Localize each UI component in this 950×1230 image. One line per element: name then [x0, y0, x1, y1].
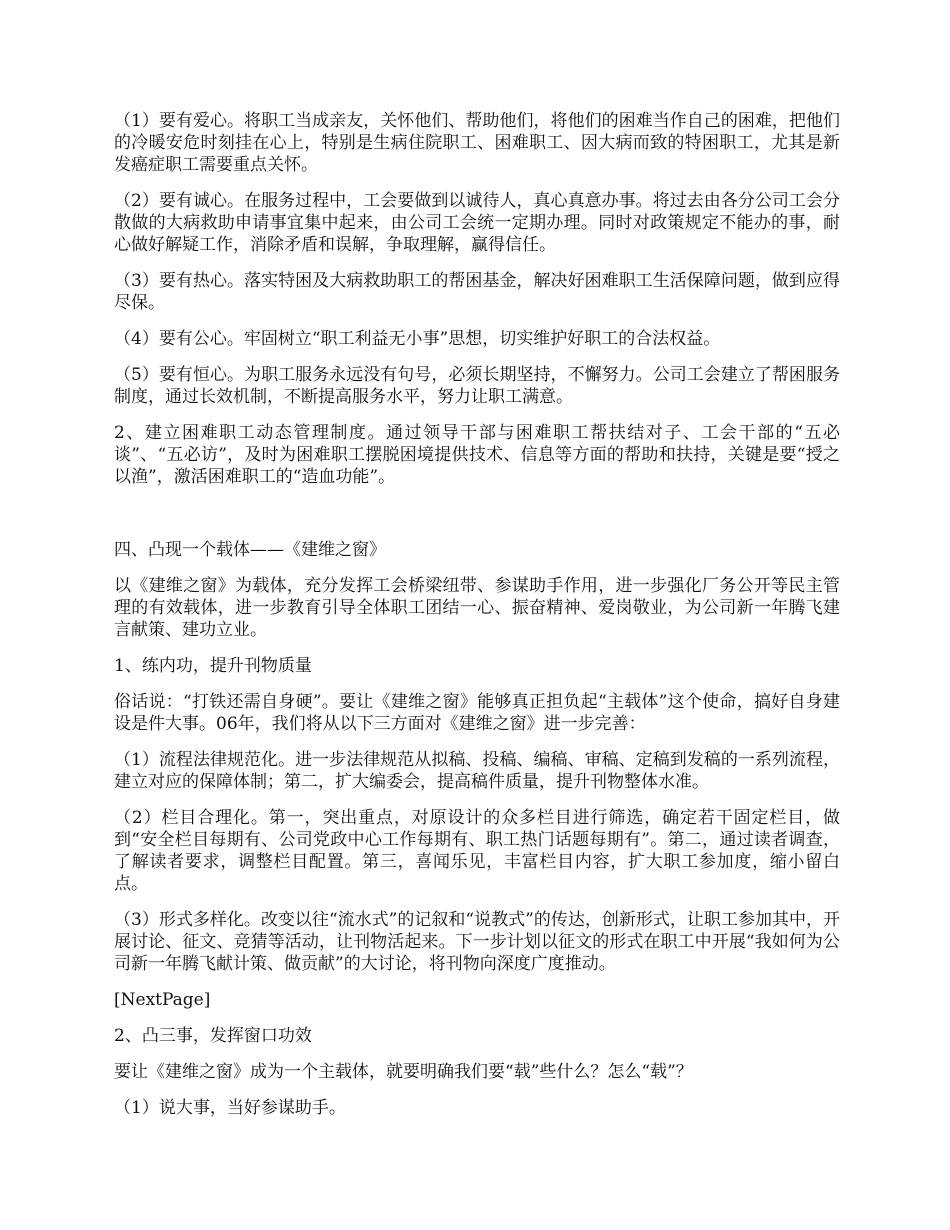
paragraph-sincerity: （2）要有诚心。在服务过程中，工会要做到以诚待人，真心真意办事。将过去由各分公司工会分散做的大病救助申请事宜集中起来，由公司工会统一定期办理。同时对政策规定不能办的事，耐心做好解疑工作，消除矛盾和误解，争取理解，赢得信任。 — [114, 191, 840, 255]
paragraph-perseverance: （5）要有恒心。为职工服务永远没有句号，必须长期坚持，不懈努力。公司工会建立了帮困服务制度，通过长效机制，不断提高服务水平，努力让职工满意。 — [114, 365, 840, 407]
next-page-marker: [NextPage] — [114, 990, 211, 1010]
paragraph-process-standardization: （1）流程法律规范化。进一步法律规范从拟稿、投稿、编稿、审稿、定稿到发稿的一系列流程，建立对应的保障体制；第二，扩大编委会，提高稿件质量，提升刊物整体水准。 — [114, 750, 840, 792]
paragraph-fairness: （4）要有公心。牢固树立“职工利益无小事”思想，切实维护好职工的合法权益。 — [114, 329, 721, 349]
paragraph-column-rationalization: （2）栏目合理化。第一，突出重点，对原设计的众多栏目进行筛选，确定若干固定栏目，做到“安全栏目每期有、公司党政中心工作每期有、职工热门话题每期有”。第二，通过读者调查，了解读者要求，调整栏目配置。第三，喜闻乐见，丰富栏目内容，扩大职工参加度，缩小留白点。 — [114, 808, 840, 894]
paragraph-big-events: （1）说大事，当好参谋助手。 — [114, 1098, 346, 1118]
paragraph-what-to-carry: 要让《建维之窗》成为一个主载体，就要明确我们要“载”些什么？怎么“载”？ — [114, 1062, 693, 1082]
subheading-internal-skills: 1、练内功，提升刊物质量 — [114, 656, 312, 676]
paragraph-love: （1）要有爱心。将职工当成亲友，关怀他们、帮助他们，将他们的困难当作自己的困难，把他们的冷暖安危时刻挂在心上，特别是生病住院职工、困难职工、因大病而致的特困职工，尤其是新发癌症职工需要重点关怀。 — [114, 111, 840, 175]
section-heading: 四、凸现一个载体——《建维之窗》 — [114, 540, 386, 560]
paragraph-form-diversification: （3）形式多样化。改变以往“流水式”的记叙和“说教式”的传达，创新形式，让职工参加其中，开展讨论、征文、竞猜等活动，让刊物活起来。下一步计划以征文的形式在职工中开展“我如何为公司新一年腾飞献计策、做贡献”的大讨论，将刊物向深度广度推动。 — [114, 910, 840, 974]
subheading-window-function: 2、凸三事，发挥窗口功效 — [114, 1026, 312, 1046]
paragraph-carrier-intro: 以《建维之窗》为载体，充分发挥工会桥梁纽带、参谋助手作用，进一步强化厂务公开等民主管理的有效载体，进一步教育引导全体职工团结一心、振奋精神、爱岗敬业，为公司新一年腾飞建言献策、建功立业。 — [114, 576, 840, 640]
paragraph-enthusiasm: （3）要有热心。落实特困及大病救助职工的帮困基金，解决好困难职工生活保障问题，做到应得尽保。 — [114, 271, 840, 313]
paragraph-dynamic-management: 2、建立困难职工动态管理制度。通过领导干部与困难职工帮扶结对子、工会干部的“五必谈”、“五必访”，及时为困难职工摆脱困境提供技术、信息等方面的帮助和扶持，关键是要“授之以渔”，激活困难职工的“造血功能”。 — [114, 423, 840, 487]
section-spacer — [114, 502, 840, 539]
paragraph-self-improvement: 俗话说：“打铁还需自身硬”。要让《建维之窗》能够真正担负起“主载体”这个使命，搞好自身建设是件大事。06年，我们将从以下三方面对《建维之窗》进一步完善： — [114, 692, 840, 734]
document-page — [114, 110, 840, 1133]
